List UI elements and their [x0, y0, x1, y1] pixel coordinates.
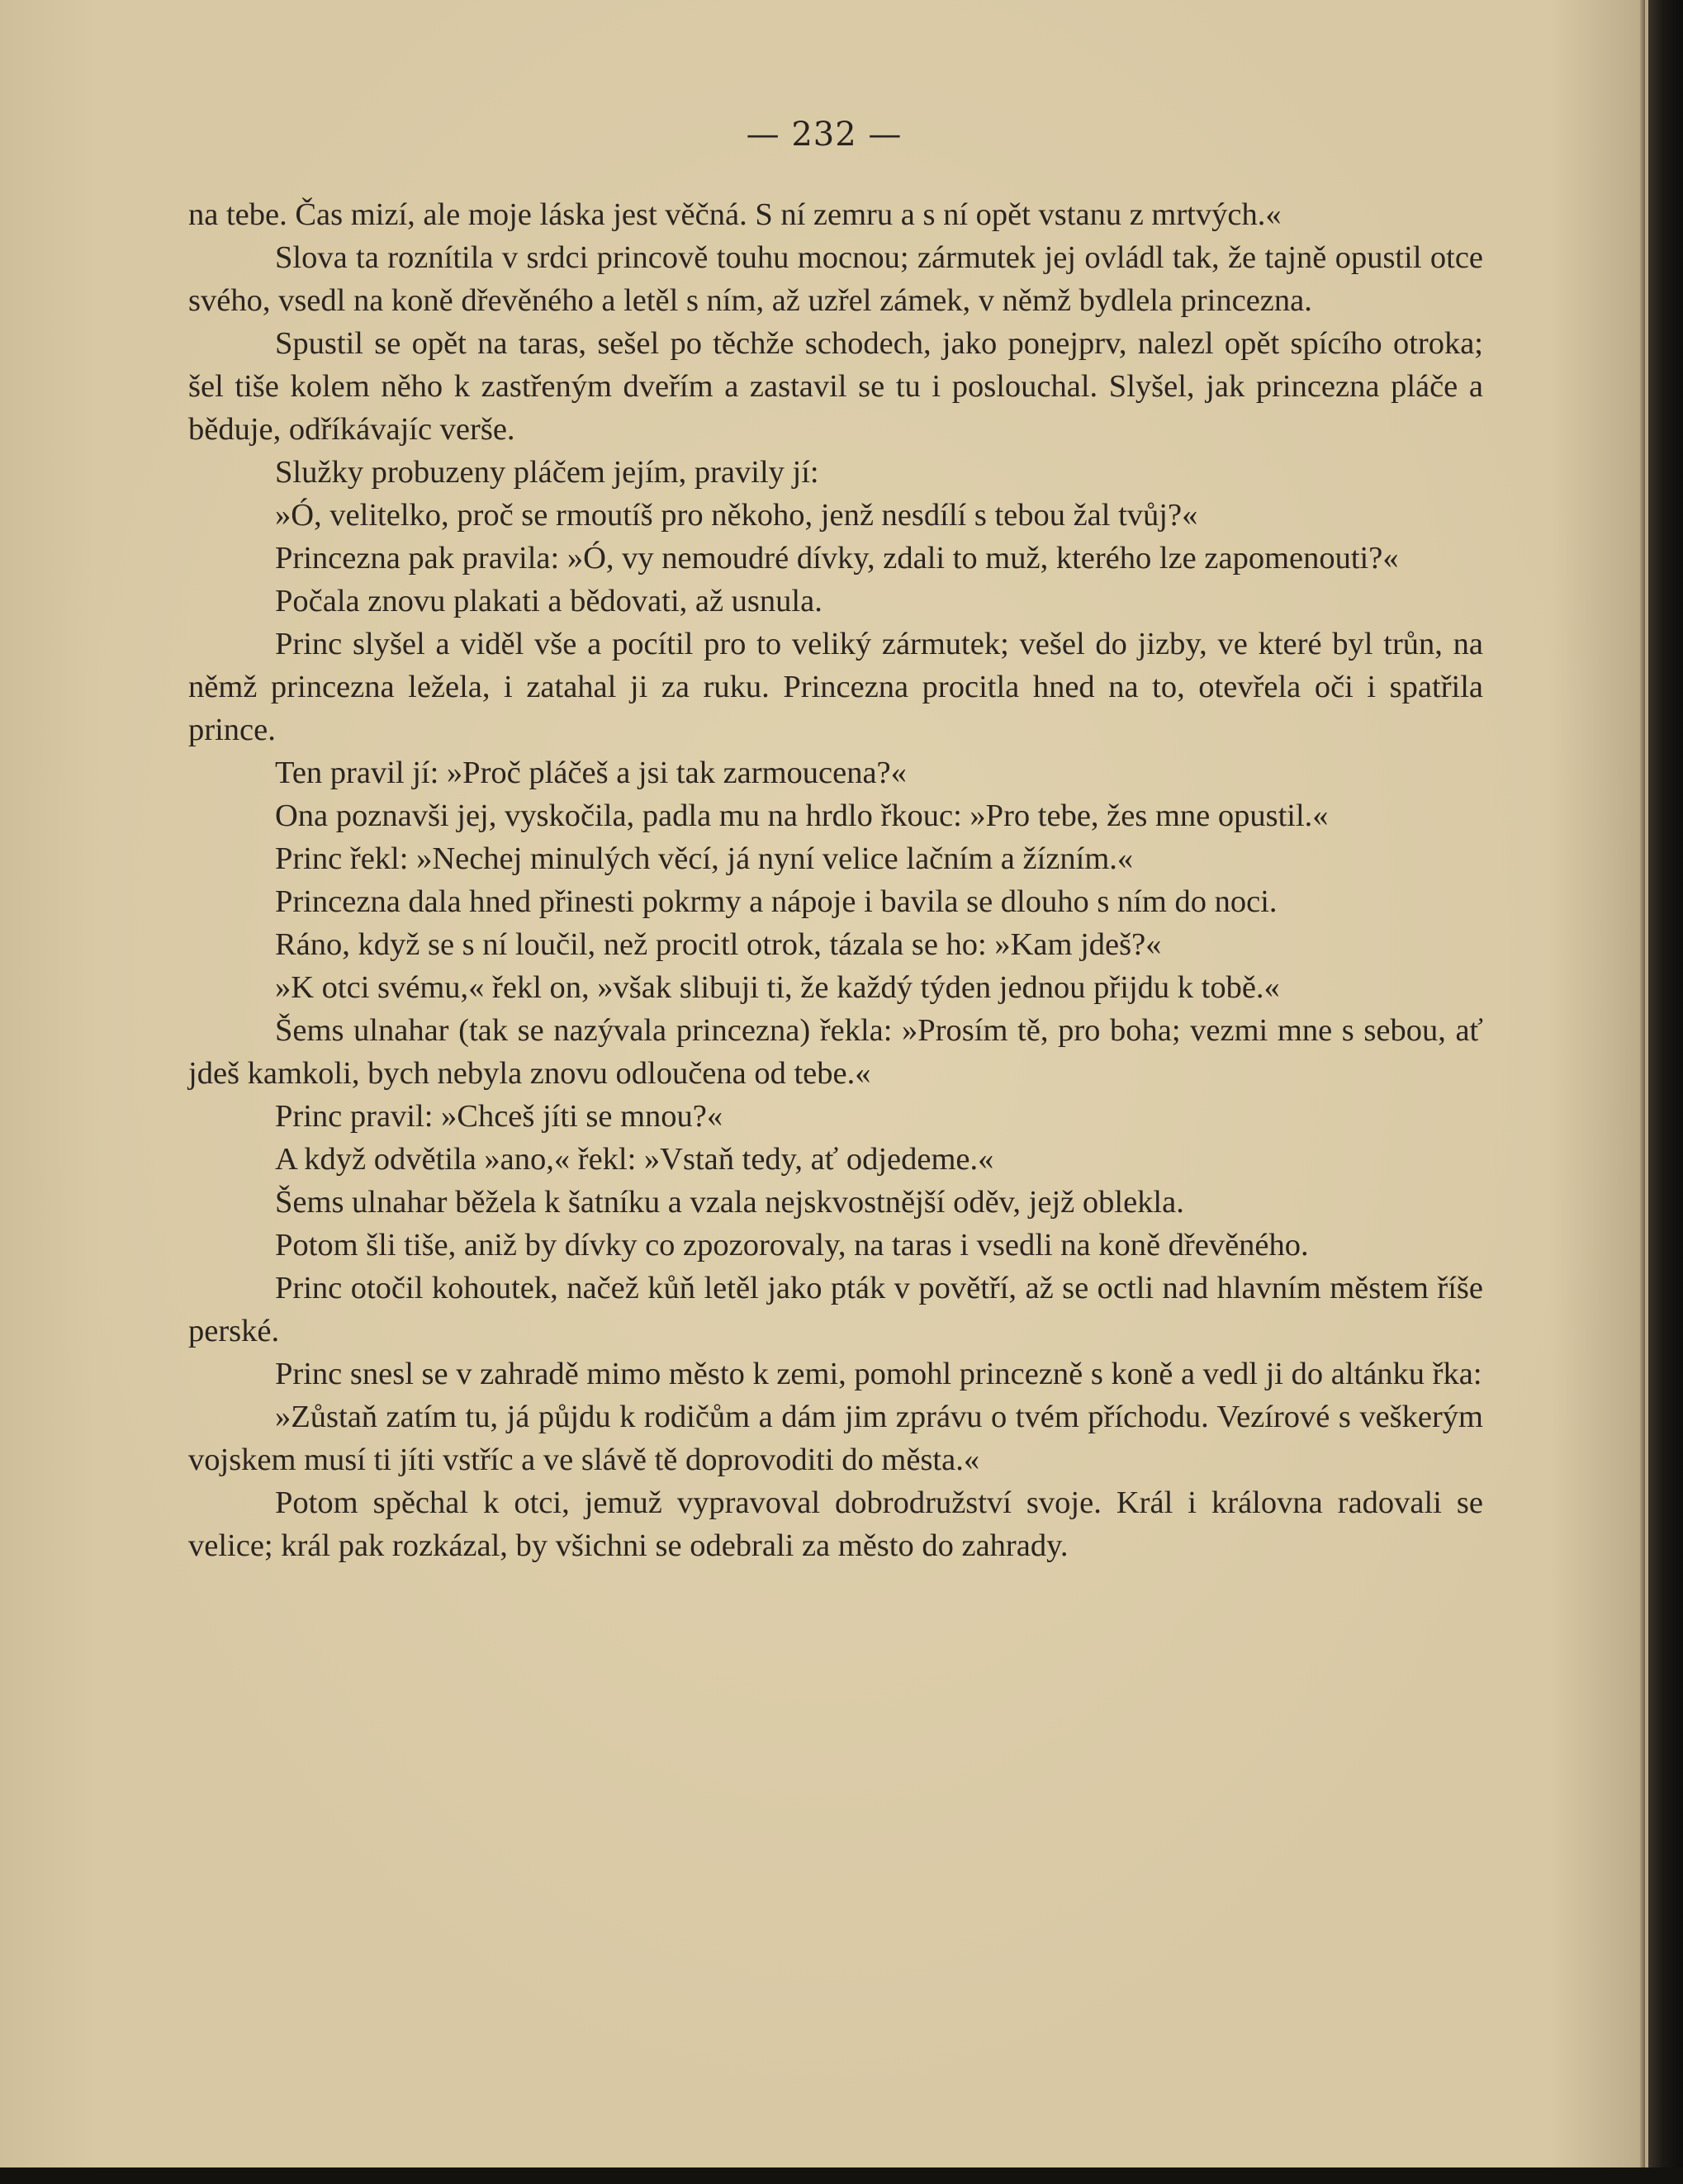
paragraph: Princ snesl se v zahradě mimo město k zemi, pomohl princezně s koně a vedl ji do altánku řka:: [275, 1357, 1482, 1391]
paragraph: Šems ulnahar běžela k šatníku a vzala nejskvostnější oděv, jejž oblekla.: [275, 1185, 1184, 1220]
paragraph: Ráno, když se s ní loučil, než procitl otrok, tázala se ho: »Kam jdeš?«: [275, 927, 1162, 962]
paragraph: Princ otočil kohoutek, načež kůň letěl jako pták v povětří, až se octli nad hlavním městem říše perské.: [188, 1271, 1483, 1348]
paragraph: Služky probuzeny pláčem jejím, pravily jí:: [275, 455, 819, 490]
paragraph: Princ slyšel a viděl vše a pocítil pro to veliký zármutek; vešel do jizby, ve které byl trůn, na němž princezna ležela, i zatahal ji za ruku. Princezna procitla hned na to, otevřela oči i spatřila prince.: [188, 627, 1483, 747]
paragraph: »K otci svému,« řekl on, »však slibuji ti, že každý týden jednou přijdu k tobě.«: [275, 970, 1280, 1005]
paragraph: »Ó, velitelko, proč se rmoutíš pro někoho, jenž nesdílí s tebou žal tvůj?«: [275, 498, 1198, 533]
paragraph: Princ řekl: »Nechej minulých věcí, já nyní velice lačním a žízním.«: [275, 841, 1134, 876]
paragraph: Počala znovu plakati a bědovati, až usnula.: [275, 584, 823, 618]
body-text: [188, 193, 1483, 1567]
scan-bottom-edge: [0, 2167, 1683, 2184]
paragraph: Slova ta roznítila v srdci princově touhu mocnou; zármutek jej ovládl tak, že tajně opustil otce svého, vsedl na koně dřevěného a letěl s ním, až uzřel zámek, v němž bydlela princezna.: [188, 240, 1483, 318]
binding-shadow: [1640, 0, 1645, 2167]
paragraph: na tebe. Čas mizí, ale moje láska jest věčná. S ní zemru a s ní opět vstanu z mrtvých.«: [188, 197, 1282, 232]
paragraph: »Zůstaň zatím tu, já půjdu k rodičům a dám jim zprávu o tvém příchodu. Vezírové s veškerým vojskem musí ti jíti vstříc a ve slávě tě doprovoditi do města.«: [188, 1400, 1483, 1477]
paragraph: Ona poznavši jej, vyskočila, padla mu na hrdlo řkouc: »Pro tebe, žes mne opustil.«: [275, 798, 1329, 833]
paragraph: Princ pravil: »Chceš jíti se mnou?«: [275, 1099, 723, 1134]
book-binding-edge: [1648, 0, 1683, 2184]
page-number: — 232 —: [746, 116, 903, 154]
paragraph: Šems ulnahar (tak se nazývala princezna) řekla: »Prosím tě, pro boha; vezmi mne s sebou, ať jdeš kamkoli, bych nebyla znovu odloučena od tebe.«: [188, 1013, 1483, 1091]
paragraph: Ten pravil jí: »Proč pláčeš a jsi tak zarmoucena?«: [275, 756, 907, 790]
paragraph: A když odvětila »ano,« řekl: »Vstaň tedy, ať odjedeme.«: [275, 1142, 994, 1177]
paragraph: Princezna dala hned přinesti pokrmy a nápoje i bavila se dlouho s ním do noci.: [275, 884, 1278, 919]
paragraph: Spustil se opět na taras, sešel po těchže schodech, jako ponejprv, nalezl opět spícího otroka; šel tiše kolem něho k zastřeným dveřím a zastavil se tu i poslouchal. Slyšel, jak princezna pláče a běduje, odříkávajíc verše.: [188, 326, 1483, 447]
paragraph: Potom šli tiše, aniž by dívky co zpozorovaly, na taras i vsedli na koně dřevěného.: [275, 1228, 1309, 1263]
paragraph: Potom spěchal k otci, jemuž vypravoval dobrodružství svoje. Král i královna radovali se velice; král pak rozkázal, by všichni se odebrali za město do zahrady.: [188, 1485, 1483, 1563]
paragraph: Princezna pak pravila: »Ó, vy nemoudré dívky, zdali to muž, kterého lze zapomenouti?«: [275, 541, 1399, 576]
